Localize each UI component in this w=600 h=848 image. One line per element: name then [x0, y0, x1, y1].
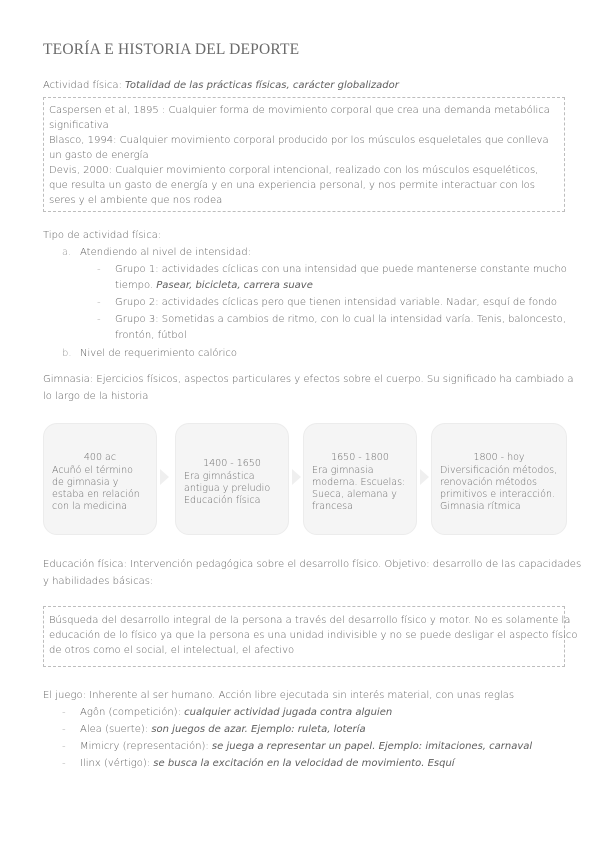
timeline-line: con la medicina — [52, 501, 128, 512]
timeline-line: Era gimnástica — [184, 471, 255, 482]
group-marker: - — [97, 297, 101, 308]
group-1-cont: tiempo. — [115, 280, 157, 291]
juego-term: Ilinx (vértigo): — [80, 758, 151, 769]
group-3-continuation: frontón, fútbol — [115, 330, 187, 341]
timeline-line: estaba en relación — [52, 489, 140, 500]
juego-desc: se busca la excitación en la velocidad de movimiento. Esquí — [150, 758, 455, 769]
timeline-line: Acuñó el término — [52, 465, 133, 476]
educacion-line-2: y habilidades básicas: — [43, 576, 154, 587]
group-1-examples: Pasear, bicicleta, carrera suave — [156, 280, 313, 291]
timeline-arrow — [160, 469, 169, 485]
definition-blasco: Blasco, 1994: Cualquier movimiento corporal producido por los músculos esqueletales que conlleva un gasto de energía — [49, 135, 549, 161]
definitions-box — [43, 97, 565, 212]
timeline-line: renovación métodos — [440, 477, 537, 488]
timeline-line: Diversificación métodos, — [440, 465, 558, 476]
juego-desc: se juega a representar un papel. Ejemplo: imitaciones, carnaval — [208, 741, 533, 752]
educacion-box-line: Búsqueda del desarrollo integral de la persona a través del desarrollo físico y motor. No es solamente la — [49, 615, 571, 626]
timeline-line: Sueca, alemana y — [312, 489, 397, 500]
timeline-box-1 — [43, 423, 157, 535]
juego-marker: - — [62, 758, 66, 769]
timeline-line: antigua y preludio — [184, 483, 271, 494]
group-3-text: Grupo 3: Sometidas a cambios de ritmo, con lo cual la intensidad varía. Tenis, baloncesto, — [115, 314, 566, 325]
timeline-year: 1800 - hoy — [473, 452, 525, 463]
timeline-line: Era gimnasia — [312, 465, 374, 476]
juego-heading: El juego: Inherente al ser humano. Acción libre ejecutada sin interés material, con unas reglas — [43, 690, 515, 701]
juego-term: Mimicry (representación): — [80, 741, 209, 752]
juego-desc: cualquier actividad jugada contra alguien — [180, 707, 393, 718]
educacion-box-line: educación de lo físico ya que la persona es una unidad indivisible y no se puede desligar el aspecto físico — [49, 630, 578, 641]
group-1-text: Grupo 1: actividades cíclicas con una intensidad que puede mantenerse constante mucho — [115, 264, 567, 275]
educacion-line-1: Educación física: Intervención pedagógica sobre el desarrollo físico. Objetivo: desarrollo de las capacidades — [43, 559, 582, 570]
timeline-box-4 — [431, 423, 567, 535]
gimnasia-line-2: lo largo de la historia — [43, 391, 149, 402]
juego-term: Agôn (competición): — [80, 707, 181, 718]
juego-marker: - — [62, 707, 66, 718]
timeline-year: 1400 - 1650 — [203, 458, 261, 469]
timeline-arrow — [292, 469, 301, 485]
timeline-line: de gimnasia y — [52, 477, 119, 488]
timeline-line: francesa — [312, 501, 353, 512]
group-1-continuation — [115, 278, 313, 293]
gimnasia-line-1: Gimnasia: Ejercicios físicos, aspectos particulares y efectos sobre el cuerpo. Su significado ha cambiado a — [43, 374, 574, 385]
actividad-fisica-label: Actividad física: — [43, 80, 122, 91]
list-marker-a: a. — [62, 247, 72, 258]
group-marker: - — [97, 264, 101, 275]
juego-marker: - — [62, 724, 66, 735]
timeline-line: Educación física — [184, 495, 261, 506]
list-label-b: Nivel de requerimiento calórico — [80, 348, 237, 359]
timeline-box-3 — [303, 423, 417, 535]
definition-devis: Devis, 2000: Cualquier movimiento corporal intencional, realizado con los músculos esqueléticos, que resulta un gasto de energía y en una experiencia personal, y nos permite interactuar con los seres y el ambiente que nos rodea — [49, 165, 539, 206]
timeline-line: Gimnasia rítmica — [440, 501, 521, 512]
page-title: TEORÍA E HISTORIA DEL DEPORTE — [43, 41, 300, 58]
tipo-heading: Tipo de actividad física: — [43, 230, 162, 241]
list-label-a: Atendiendo al nivel de intensidad: — [80, 247, 251, 258]
timeline-year: 1650 - 1800 — [331, 452, 389, 463]
juego-term: Alea (suerte): — [80, 724, 149, 735]
educacion-box — [43, 606, 578, 667]
list-marker-b: b. — [62, 348, 72, 359]
group-2-text: Grupo 2: actividades cíclicas pero que tienen intensidad variable. Nadar, esquí de fondo — [115, 297, 557, 308]
actividad-fisica-line — [43, 78, 565, 93]
educacion-box-line: de otros como el social, el intelectual, el afectivo — [49, 645, 295, 656]
juego-marker: - — [62, 741, 66, 752]
juego-desc: son juegos de azar. Ejemplo: ruleta, lotería — [148, 724, 366, 735]
timeline-line: primitivos e interacción. — [440, 489, 555, 500]
timeline-box-2 — [175, 423, 289, 535]
timeline-arrow — [420, 469, 429, 485]
definition-caspersen: Caspersen et al, 1895 : Cualquier forma de movimiento corporal que crea una demanda metabólica significativa — [49, 105, 550, 131]
timeline-line: moderna. Escuelas: — [312, 477, 406, 488]
group-marker: - — [97, 314, 101, 325]
actividad-fisica-definition: Totalidad de las prácticas físicas, carácter globalizador — [121, 80, 399, 91]
timeline-year: 400 ac — [83, 452, 117, 463]
